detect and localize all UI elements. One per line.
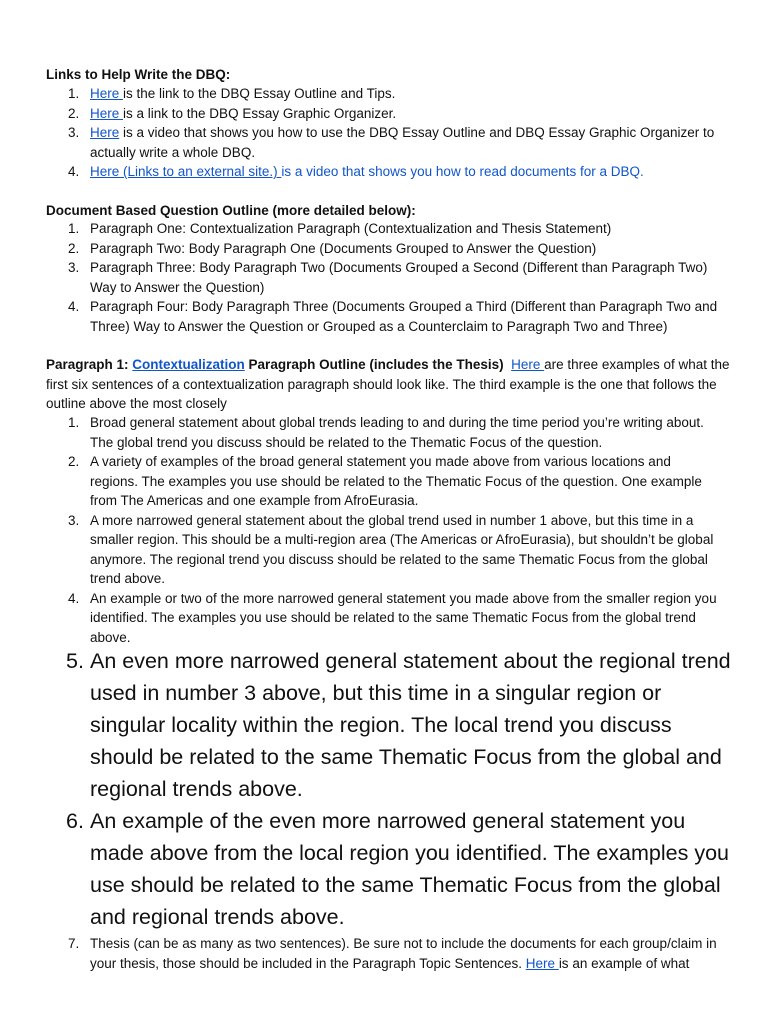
list-number: 1.: [68, 86, 80, 101]
paragraph-1-steps-large: [0, 645, 740, 933]
list-number: 6.: [66, 809, 84, 833]
list-text: is a video that shows you how to read documents for a DBQ.: [281, 164, 644, 179]
list-item: [0, 84, 722, 104]
list-number: 2.: [68, 240, 80, 256]
list-number: 3.: [68, 260, 80, 275]
list-text: is a video that shows you how to use the DBQ Essay Outline and DBQ Essay Graphic Organizer to actually write a whole DBQ.: [90, 125, 715, 160]
outline-heading: Document Based Question Outline (more detailed below):: [46, 203, 416, 218]
outline-list: [0, 219, 722, 336]
list-number: 4.: [68, 590, 80, 606]
list-text: A variety of examples of the broad general statement you made above from various locations and regions. The examples you use should be related to the Thematic Focus of the question. One example from The Americas and one example from AfroEurasia.: [90, 454, 702, 508]
list-text: Paragraph Four: Body Paragraph Three (Documents Grouped a Third (Different than Paragraph Two and Three) Way to Answer the Question or Grouped as a Counterclaim to Paragraph Two and Three): [90, 299, 718, 334]
list-item: [0, 297, 722, 336]
list-text: is the link to the DBQ Essay Outline and Tips.: [123, 86, 396, 101]
list-text-after: is an example of what: [558, 955, 690, 971]
list-text: An example of the even more narrowed general statement you made above from the local region you identified. The examples you use should be related to the same Thematic Focus from the global and regional trends above.: [90, 809, 730, 929]
paragraph-1-intro-text: are three examples of what the first six sentences of a contextualization paragraph should look like. The third example is the one that follows the outline above the most closely: [46, 357, 730, 411]
list-number: 2.: [68, 454, 80, 469]
list-text: Paragraph Two: Body Paragraph One (Documents Grouped to Answer the Question): [90, 240, 597, 256]
list-item: [0, 239, 722, 259]
list-item: [0, 413, 722, 452]
list-item: [0, 805, 740, 933]
list-item: [0, 511, 722, 589]
dbq-outline-link[interactable]: Here: [90, 86, 124, 101]
paragraph-1-label: Paragraph 1:: [46, 357, 133, 372]
paragraph-1-intro: [46, 355, 736, 414]
list-text: A more narrowed general statement about the global trend used in number 1 above, but this time in a smaller region. This should be a multi-region area (The Americas or AfroEurasia), but shouldn’t be global anymore. The regional trend you discuss should be related to the same Thematic Focus from the global trend above.: [90, 512, 714, 586]
read-documents-video-link[interactable]: Here (Links to an external site.): [90, 164, 282, 179]
list-item: [0, 934, 722, 973]
list-item: [0, 104, 722, 124]
list-text: Paragraph Three: Body Paragraph Two (Documents Grouped a Second (Different than Paragraph Two) Way to Answer the Question): [90, 260, 708, 295]
list-number: 4.: [68, 164, 80, 179]
list-item: [0, 589, 722, 648]
list-number: 4.: [68, 299, 80, 314]
list-text: is a link to the DBQ Essay Graphic Organizer.: [123, 105, 397, 121]
links-list: [0, 84, 722, 182]
graphic-organizer-link[interactable]: Here: [90, 105, 124, 121]
list-item: [0, 219, 722, 239]
links-heading: Links to Help Write the DBQ:: [46, 67, 231, 82]
list-number: 5.: [66, 649, 84, 673]
list-number: 3.: [68, 512, 80, 528]
outline-video-link[interactable]: Here: [90, 125, 120, 140]
examples-link[interactable]: Here: [511, 357, 545, 372]
list-item: [0, 258, 722, 297]
paragraph-1-title: Paragraph Outline (includes the Thesis): [244, 357, 504, 372]
list-text: An example or two of the more narrowed general statement you made above from the smaller region you identified. The examples you use should be related to the same Thematic Focus from the global trend above.: [90, 590, 717, 645]
contextualization-link[interactable]: Contextualization: [132, 357, 245, 372]
list-number: 1.: [68, 221, 80, 236]
paragraph-1-step-7: [0, 934, 722, 973]
thesis-example-link[interactable]: Here: [525, 955, 559, 971]
list-number: 7.: [68, 936, 80, 951]
list-item: [0, 452, 722, 511]
list-number: 3.: [68, 125, 80, 140]
list-text: An even more narrowed general statement about the regional trend used in number 3 above, but this time in a singular region or singular locality within the region. The local trend you discuss should be related to the same Thematic Focus from the global and regional trends above.: [90, 649, 731, 801]
list-text: Paragraph One: Contextualization Paragraph (Contextualization and Thesis Statement): [90, 221, 612, 236]
list-item: [0, 123, 722, 162]
list-number: 1.: [68, 415, 80, 430]
paragraph-1-steps: [0, 413, 722, 647]
list-text: Thesis (can be as many as two sentences). Be sure not to include the documents for each group/claim in your thesis, those should be included in the Paragraph Topic Sentences.: [90, 936, 717, 971]
list-item: [0, 162, 722, 182]
list-text: Broad general statement about global trends leading to and during the time period you’re writing about. The global trend you discuss should be related to the Thematic Focus of the question.: [90, 415, 704, 450]
list-number: 2.: [68, 105, 80, 121]
list-item: [0, 645, 740, 805]
